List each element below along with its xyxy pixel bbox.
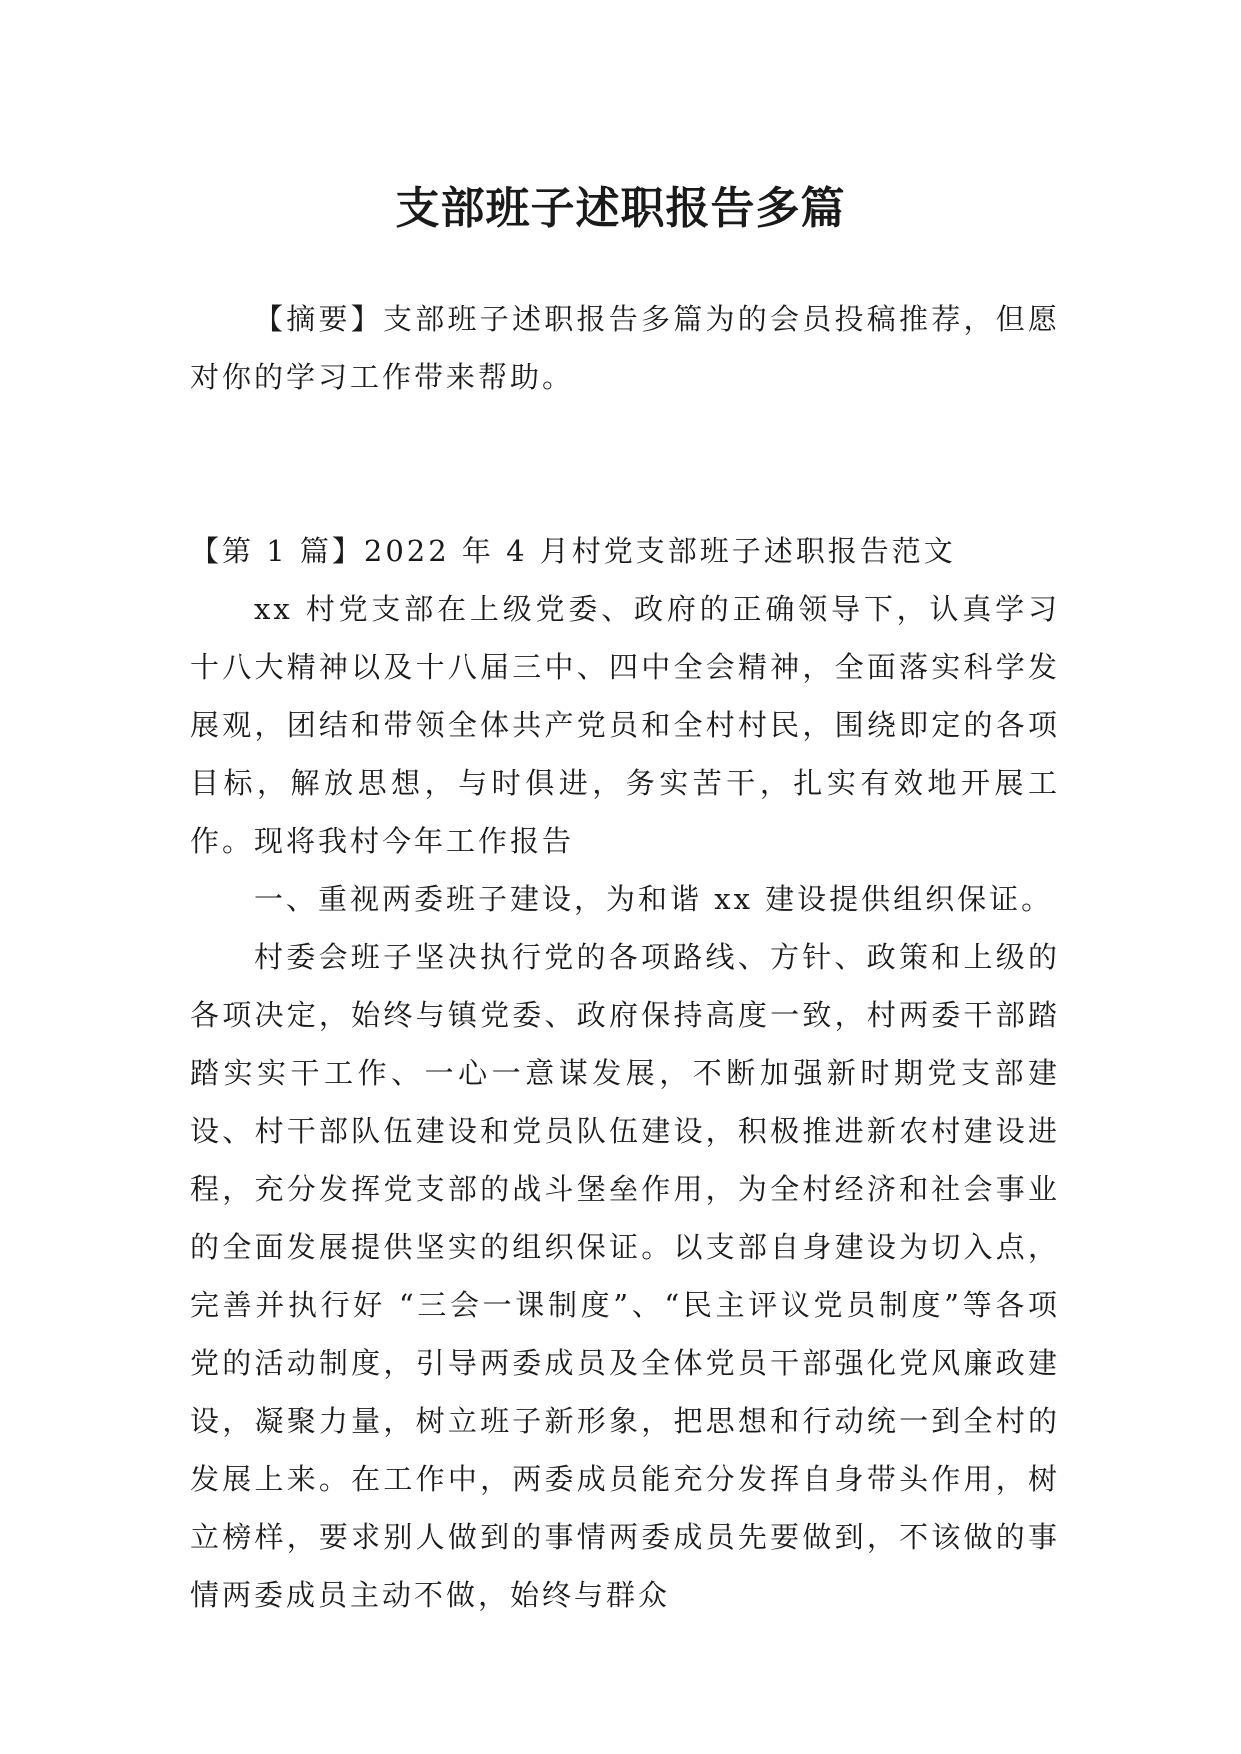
- subsection-heading: 一、重视两委班子建设，为和谐 xx 建设提供组织保证。: [254, 882, 1054, 916]
- body-paragraph-1: xx 村党支部在上级党委、政府的正确领导下，认真学习十八大精神以及十八届三中、四中全会精神，全面落实科学发展观，团结和带领全体共产党员和全村村民，围绕即定的各项目标，解放思想，与时俱进，务实苦干，扎实有效地开展工作。现将我村今年工作报告: [190, 592, 1060, 858]
- section-heading: 【第 1 篇】2022 年 4 月村党支部班子述职报告范文: [190, 534, 956, 568]
- body-paragraph-2: 村委会班子坚决执行党的各项路线、方针、政策和上级的各项决定，始终与镇党委、政府保持高度一致，村两委干部踏踏实实干工作、一心一意谋发展，不断加强新时期党支部建设、村干部队伍建设和党员队伍建设，积极推进新农村建设进程，充分发挥党支部的战斗堡垒作用，为全村经济和社会事业的全面发展提供坚实的组织保证。以支部自身建设为切入点，完善并执行好 “三会一课制度”、“民主评议党员制度”等各项党的活动制度，引导两委成员及全体党员干部强化党风廉政建设，凝聚力量，树立班子新形象，把思想和行动统一到全村的发展上来。在工作中，两委成员能充分发挥自身带头作用，树立榜样，要求别人做到的事情两委成员先要做到，不该做的事情两委成员主动不做，始终与群众: [190, 940, 1060, 1612]
- document-body: [190, 290, 1060, 1624]
- abstract-paragraph: 【摘要】支部班子述职报告多篇为的会员投稿推荐，但愿对你的学习工作带来帮助。: [190, 302, 1060, 394]
- document-title: 支部班子述职报告多篇: [395, 183, 846, 235]
